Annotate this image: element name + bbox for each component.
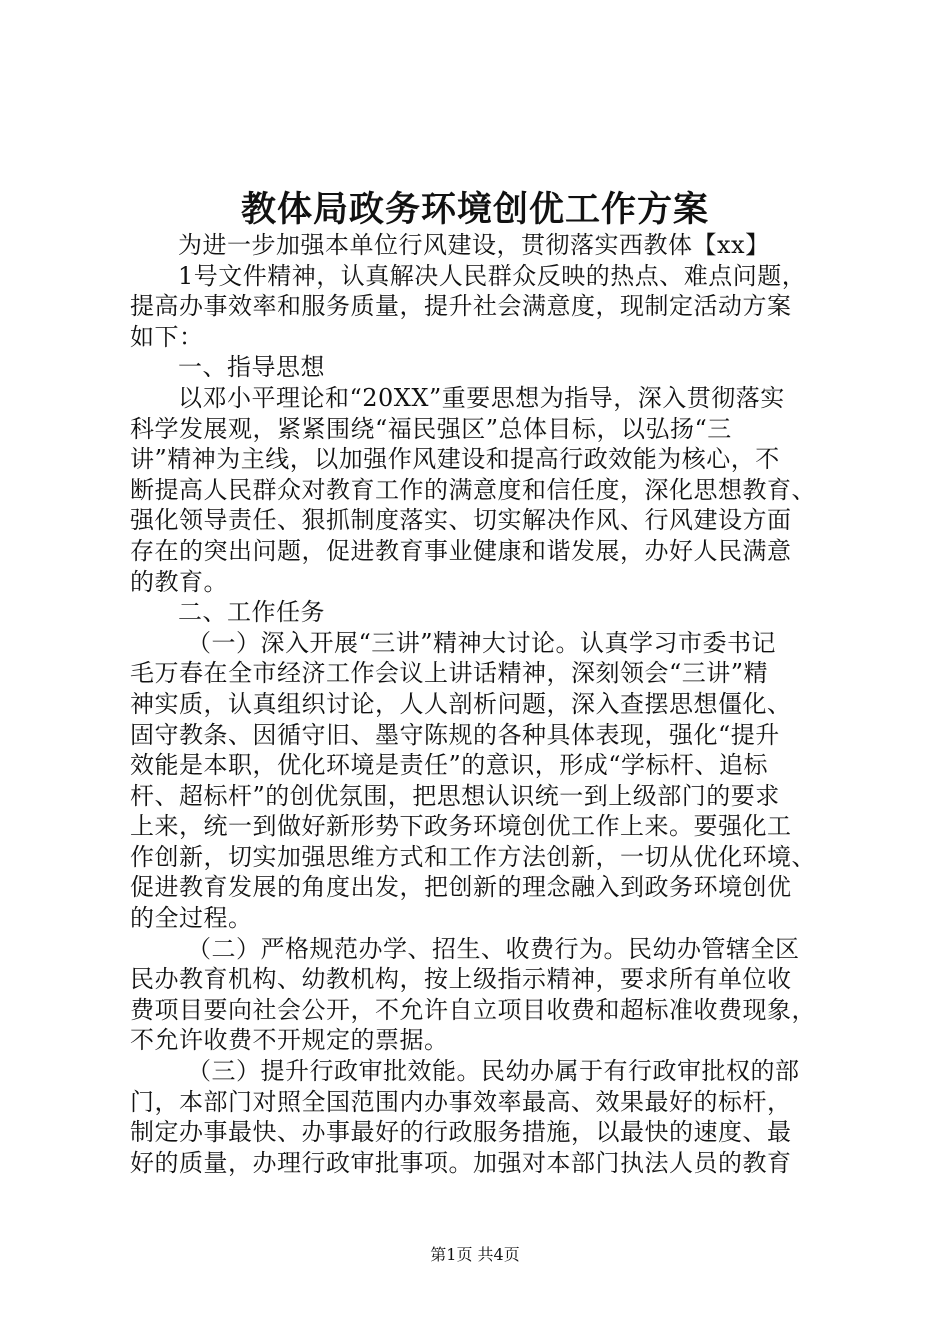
paragraph-line: （二）严格规范办学、招生、收费行为。民幼办管辖全区 — [187, 934, 800, 963]
paragraph-line: 以邓小平理论和“20XX”重要思想为指导，深入贯彻落实 — [178, 383, 785, 412]
paragraph-line: 毛万春在全市经济工作会议上讲话精神，深刻领会“三讲”精 — [130, 659, 769, 688]
paragraph-line: 的全过程。 — [130, 904, 253, 933]
section-heading: 二、工作任务 — [178, 598, 325, 627]
paragraph-line: 为进一步加强本单位行风建设，贯彻落实西教体【xx】 — [178, 231, 770, 259]
paragraph-line: 不允许收费不开规定的票据。 — [130, 1026, 449, 1055]
paragraph-line: 促进教育发展的角度出发，把创新的理念融入到政务环境创优 — [130, 873, 792, 902]
paragraph-line: 效能是本职，优化环境是责任”的意识，形成“学标杆、追标 — [130, 751, 769, 780]
paragraph-line: 1号文件精神，认真解决人民群众反映的热点、难点问题， — [178, 261, 807, 290]
paragraph-line: 提高办事效率和服务质量，提升社会满意度，现制定活动方案 — [130, 292, 792, 321]
paragraph-line: 作创新，切实加强思维方式和工作方法创新，一切从优化环境、 — [130, 842, 816, 871]
paragraph-line: 固守教条、因循守旧、墨守陈规的各种具体表现，强化“提升 — [130, 720, 780, 749]
paragraph-line: 好的质量，办理行政审批事项。加强对本部门执法人员的教育 — [130, 1148, 792, 1177]
paragraph-line: 存在的突出问题，促进教育事业健康和谐发展，办好人民满意 — [130, 536, 792, 565]
paragraph-line: 神实质，认真组织讨论，人人剖析问题，深入查摆思想僵化、 — [130, 689, 792, 718]
paragraph-line: （三）提升行政审批效能。民幼办属于有行政审批权的部 — [187, 1057, 800, 1086]
document-title: 教体局政务环境创优工作方案 — [240, 189, 709, 230]
paragraph-line: 如下： — [130, 322, 204, 351]
paragraph-line: 科学发展观，紧紧围绕“福民强区”总体目标，以弘扬“三 — [130, 414, 732, 443]
section-heading: 一、指导思想 — [178, 353, 325, 382]
paragraph-line: （一）深入开展“三讲”精神大讨论。认真学习市委书记 — [187, 628, 777, 657]
paragraph-line: 门，本部门对照全国范围内办事效率最高、效果最好的标杆， — [130, 1087, 792, 1116]
paragraph-line: 的教育。 — [130, 567, 228, 596]
paragraph-line: 断提高人民群众对教育工作的满意度和信任度，深化思想教育、 — [130, 475, 816, 504]
paragraph-line: 杆、超标杆”的创优氛围，把思想认识统一到上级部门的要求 — [130, 781, 780, 810]
paragraph-line: 上来，统一到做好新形势下政务环境创优工作上来。要强化工 — [130, 812, 792, 841]
page-footer: 第1页 共4页 — [430, 1245, 520, 1264]
paragraph-line: 民办教育机构、幼教机构，按上级指示精神，要求所有单位收 — [130, 965, 792, 994]
paragraph-line: 费项目要向社会公开，不允许自立项目收费和超标准收费现象， — [130, 995, 816, 1024]
paragraph-line: 强化领导责任、狠抓制度落实、切实解决作风、行风建设方面 — [130, 506, 792, 535]
paragraph-line: 制定办事最快、办事最好的行政服务措施，以最快的速度、最 — [130, 1118, 792, 1147]
paragraph-line: 讲”精神为主线，以加强作风建设和提高行政效能为核心，不 — [130, 445, 780, 474]
document-body — [130, 230, 830, 1178]
